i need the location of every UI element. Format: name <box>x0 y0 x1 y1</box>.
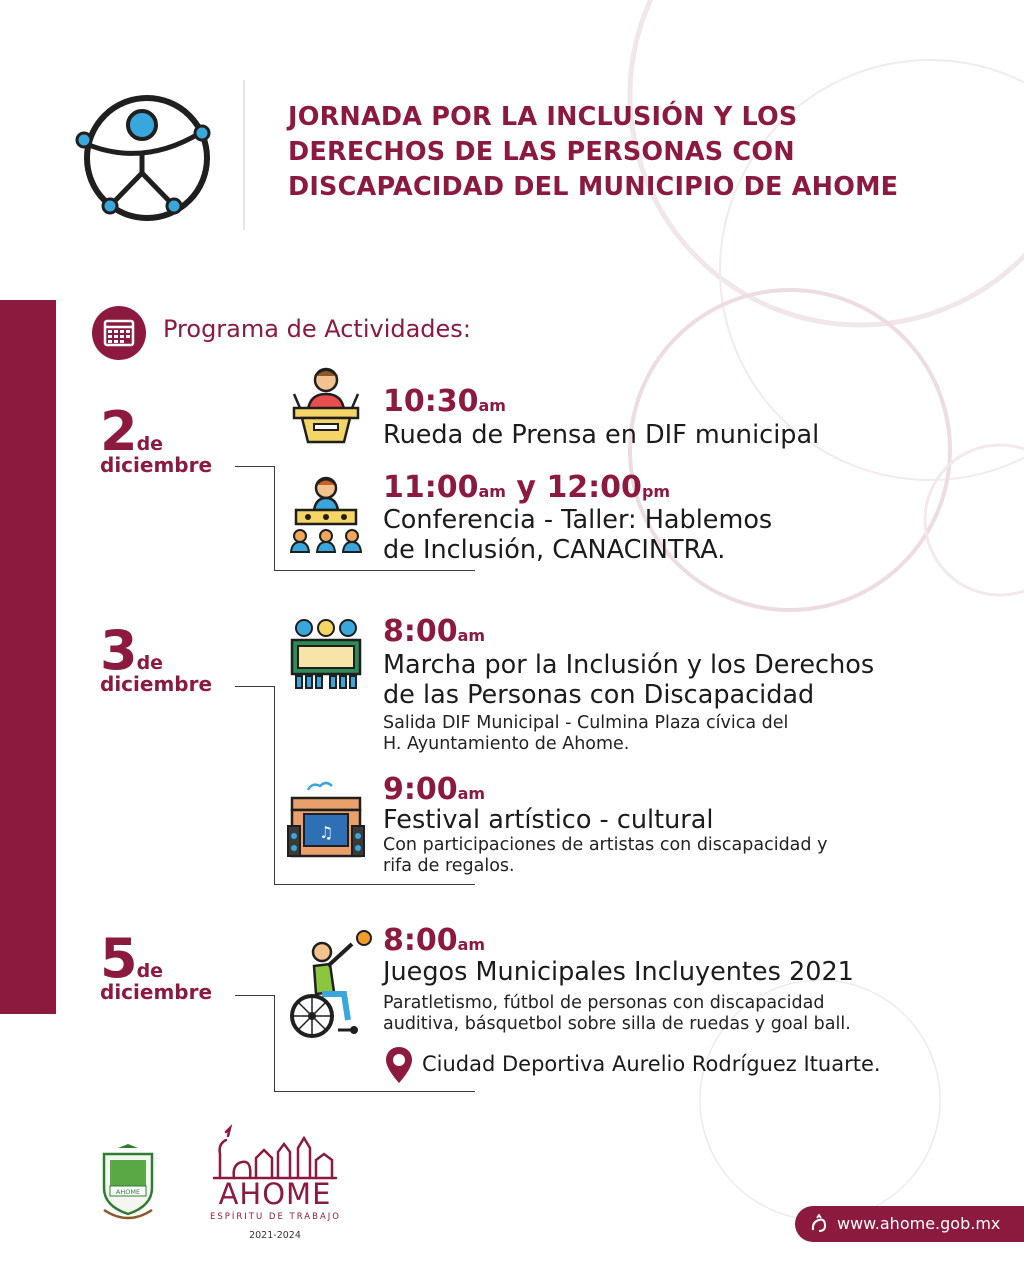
ahome-mark-icon <box>809 1214 829 1234</box>
wheelchair-ball-icon <box>282 930 372 1038</box>
date-month: diciembre <box>100 672 213 696</box>
event-time <box>383 772 486 807</box>
date-day: 5 <box>100 927 137 990</box>
time-suffix: pm <box>641 482 671 501</box>
event-time <box>383 470 671 505</box>
time-suffix: am <box>457 626 486 645</box>
event-desc-line: Con participaciones de artistas con discapacidad y <box>383 835 828 855</box>
event-title <box>383 957 854 987</box>
time-suffix: am <box>457 784 486 803</box>
date-label <box>100 619 213 696</box>
event-title-line: Juegos Municipales Incluyentes 2021 <box>383 957 854 987</box>
ahome-brand: AHOME <box>218 1177 332 1211</box>
calendar-icon <box>92 306 146 360</box>
event-title-line: de Inclusión, CANACINTRA. <box>383 535 726 565</box>
shield-text: AHOME <box>115 1188 141 1196</box>
ahome-skyline-logo <box>212 1124 338 1180</box>
ahome-slogan: ESPÍRITU DE TRABAJO <box>210 1212 341 1222</box>
ahome-years: 2021-2024 <box>249 1230 301 1241</box>
time-suffix: am <box>478 396 506 415</box>
event-title-line: Conferencia - Taller: Hablemos <box>383 505 773 535</box>
svg-text:♫: ♫ <box>319 823 334 842</box>
conference-icon <box>286 474 366 554</box>
date-de: de <box>136 960 164 982</box>
event-desc-line: Paratletismo, fútbol de personas con discapacidad <box>383 993 825 1013</box>
time-join: y <box>516 470 536 505</box>
date-month: diciembre <box>100 980 213 1004</box>
website-link[interactable] <box>795 1206 1024 1242</box>
event-desc-line: rifa de regalos. <box>383 856 515 876</box>
time-suffix: am <box>478 482 506 501</box>
time-value: 10:30 <box>383 384 479 419</box>
press-podium-icon <box>286 364 366 444</box>
title-line: DISCAPACIDAD DEL MUNICIPIO DE AHOME <box>288 172 899 202</box>
location-text: Ciudad Deportiva Aurelio Rodríguez Ituarte. <box>422 1052 881 1076</box>
event-title-line: de las Personas con Discapacidad <box>383 680 815 710</box>
location-pin-icon <box>384 1045 414 1085</box>
event-description <box>383 835 827 877</box>
march-banner-icon <box>286 614 366 694</box>
event-title-line: Festival artístico - cultural <box>383 805 714 835</box>
municipal-shield-logo <box>96 1144 160 1226</box>
page-title <box>288 100 988 205</box>
event-title <box>383 505 772 565</box>
program-label: Programa de Actividades: <box>163 315 471 343</box>
connector-line <box>235 466 275 467</box>
event-title <box>383 420 819 450</box>
time-value: 8:00 <box>383 923 458 958</box>
date-label <box>100 927 213 1004</box>
time-suffix: am <box>457 935 486 954</box>
title-divider <box>243 80 245 230</box>
time-value: 12:00 <box>546 470 642 505</box>
event-title <box>383 805 713 835</box>
date-day: 2 <box>100 400 137 463</box>
event-time <box>383 384 506 419</box>
date-month: diciembre <box>100 453 213 477</box>
connector-line <box>235 995 275 996</box>
accessibility-person-icon <box>72 88 222 228</box>
date-de: de <box>136 433 164 455</box>
event-desc-line: auditiva, básquetbol sobre silla de ruedas y goal ball. <box>383 1014 851 1034</box>
connector-line <box>235 686 275 687</box>
date-de: de <box>136 652 164 674</box>
side-accent-bar <box>0 300 56 1014</box>
event-title-line: Marcha por la Inclusión y los Derechos <box>383 650 875 680</box>
time-value: 11:00 <box>383 470 479 505</box>
event-time <box>383 923 486 958</box>
title-line: JORNADA POR LA INCLUSIÓN Y LOS <box>288 102 798 132</box>
event-description <box>383 713 788 755</box>
stage-music-icon <box>286 780 366 860</box>
time-value: 9:00 <box>383 772 458 807</box>
title-line: DERECHOS DE LAS PERSONAS CON <box>288 137 795 167</box>
event-description <box>383 993 851 1035</box>
event-desc-line: Salida DIF Municipal - Culmina Plaza cívica del <box>383 713 789 733</box>
event-title-line: Rueda de Prensa en DIF municipal <box>383 420 820 450</box>
event-desc-line: H. Ayuntamiento de Ahome. <box>383 734 630 754</box>
event-title <box>383 650 874 710</box>
date-label <box>100 400 213 477</box>
event-time <box>383 614 486 649</box>
website-text: www.ahome.gob.mx <box>837 1214 1001 1233</box>
time-value: 8:00 <box>383 614 458 649</box>
date-day: 3 <box>100 619 137 682</box>
